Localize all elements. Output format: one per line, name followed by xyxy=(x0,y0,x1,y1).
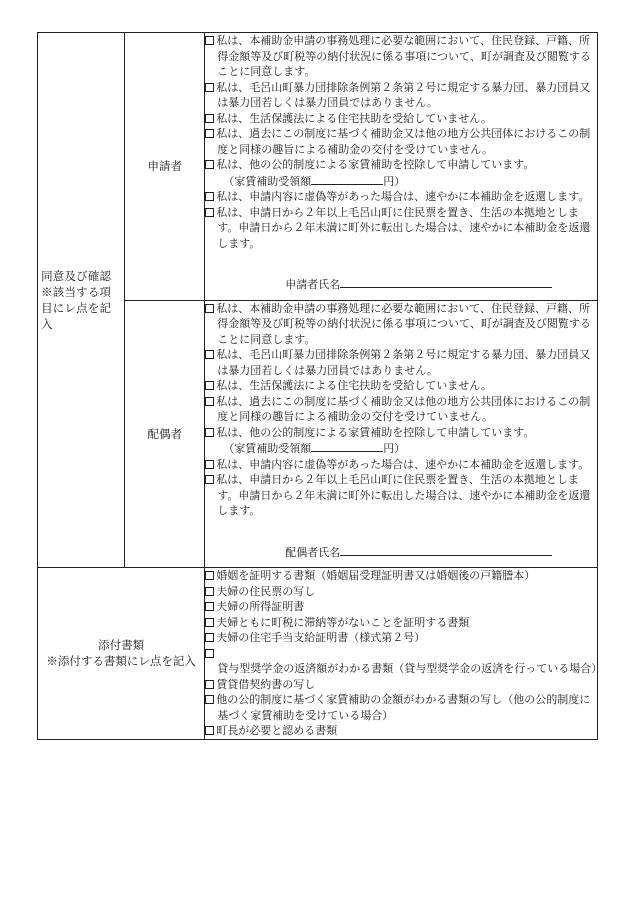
attachment-item-resident-record[interactable]: 夫婦の住民票の写し xyxy=(205,584,597,600)
checkbox[interactable] xyxy=(205,633,214,642)
applicant-signature-row xyxy=(205,275,597,300)
subsidy-amount-field[interactable] xyxy=(311,440,383,452)
applicant-row xyxy=(38,33,598,301)
consent-item-deduct-other-subsidy[interactable]: 私は、他の公的制度による家賃補助を控除して申請しています。 xyxy=(205,425,597,441)
attachment-item-marriage-proof[interactable]: 婚姻を証明する書類（婚姻届受理証明書又は婚姻後の戸籍謄本） xyxy=(205,568,597,584)
checkbox[interactable] xyxy=(205,397,214,406)
consent-item-refund-on-false[interactable]: 私は、申請内容に虚偽等があった場合は、速やかに本補助金を返還します。 xyxy=(205,189,597,205)
spouse-signature-row xyxy=(205,543,597,568)
consent-label-line: 入 xyxy=(41,317,53,331)
checkbox[interactable] xyxy=(205,587,214,596)
consent-item-residency[interactable]: 私は、申請日から２年以上毛呂山町に住民票を置き、生活の本拠地とします。申請日から２年未満に町外に転出した場合は、速やかに本補助金を返還します。 xyxy=(205,205,597,252)
attachments-section-label xyxy=(38,568,205,740)
attachments-label-note: ※添付する書類にレ点を記入 xyxy=(46,654,196,669)
subsidy-amount-line: （家賃補助受領額 円） xyxy=(223,442,406,455)
checkbox[interactable] xyxy=(205,571,214,580)
consent-item-no-prior-subsidy[interactable]: 私は、過去にこの制度に基づく補助金又は他の地方公共団体におけるこの制度と同様の趣旨による補助金の交付を受けていません。 xyxy=(205,394,597,425)
spouse-consent-list xyxy=(205,300,598,568)
checkbox[interactable] xyxy=(205,350,214,359)
checkbox[interactable] xyxy=(205,726,214,735)
applicant-consent-list xyxy=(205,33,598,301)
checkbox[interactable] xyxy=(205,83,214,92)
spouse-signature-field[interactable] xyxy=(340,543,552,556)
attachment-item-tax-clearance[interactable]: 夫婦ともに町税に滞納等がないことを証明する書類 xyxy=(205,615,597,631)
checkbox[interactable] xyxy=(205,618,214,627)
attachments-row xyxy=(38,568,598,740)
consent-item-no-welfare[interactable]: 私は、生活保護法による住宅扶助を受給していません。 xyxy=(205,111,597,127)
checkbox[interactable] xyxy=(205,680,214,689)
consent-item-no-prior-subsidy[interactable]: 私は、過去にこの制度に基づく補助金又は他の地方公共団体におけるこの制度と同様の趣旨による補助金の交付を受けていません。 xyxy=(205,126,597,157)
attachment-item-housing-allowance[interactable]: 夫婦の住宅手当支給証明書（様式第２号） xyxy=(205,630,597,646)
consent-item-deduct-other-subsidy[interactable]: 私は、他の公的制度による家賃補助を控除して申請しています。 xyxy=(205,157,597,173)
consent-label-line: 同意及び確認 xyxy=(41,269,112,283)
consent-item-no-gang[interactable]: 私は、毛呂山町暴力団排除条例第２条第２号に規定する暴力団、暴力団員又は暴力団若しくは暴力団員ではありません。 xyxy=(205,80,597,111)
attachments-list xyxy=(205,568,603,740)
form-sheet xyxy=(37,32,603,740)
attachment-item-other-subsidy[interactable]: 他の公的制度に基づく家賃補助の金額がわかる書類の写し（他の公的制度に基づく家賃補助を受けている場合） xyxy=(205,692,597,723)
consent-label-line: 目にレ点を記 xyxy=(41,301,112,315)
consent-item-data-access[interactable]: 私は、本補助金申請の事務処理に必要な範囲において、住民登録、戸籍、所得金額等及び町税等の納付状況に係る事項について、町が調査及び閲覧することに同意します。 xyxy=(205,301,597,348)
checkbox[interactable] xyxy=(205,649,214,658)
checkbox[interactable] xyxy=(205,192,214,201)
applicant-role-label: 申請者 xyxy=(125,33,205,301)
attachment-item-income-cert[interactable]: 夫婦の所得証明書 xyxy=(205,599,597,615)
subsidy-amount-line: （家賃補助受領額 円） xyxy=(223,174,406,188)
spouse-signature-label: 配偶者氏名 xyxy=(285,545,341,559)
checkbox[interactable] xyxy=(205,381,214,390)
consent-item-residency[interactable]: 私は、申請日から２年以上毛呂山町に住民票を置き、生活の本拠地とします。申請日から２年未満に町外に転出した場合は、速やかに本補助金を返還します。 xyxy=(205,472,597,519)
subsidy-amount-field[interactable] xyxy=(311,173,383,185)
attachment-item-mayor-required[interactable]: 町長が必要と認める書類 xyxy=(205,723,597,739)
attachments-label-title: 添付書類 xyxy=(98,638,145,653)
checkbox[interactable] xyxy=(205,428,214,437)
checkbox[interactable] xyxy=(205,475,214,484)
checkbox[interactable] xyxy=(205,36,214,45)
spouse-role-label: 配偶者 xyxy=(125,300,205,568)
attachment-item-scholarship[interactable]: 貸与型奨学金の返済額がわかる書類（貸与型奨学金の返済を行っている場合） xyxy=(205,646,597,677)
consent-form-table xyxy=(37,32,603,740)
attachment-item-lease-contract[interactable]: 賃貸借契約書の写し xyxy=(205,677,597,693)
consent-item-data-access[interactable]: 私は、本補助金申請の事務処理に必要な範囲において、住民登録、戸籍、所得金額等及び町税等の納付状況に係る事項について、町が調査及び閲覧することに同意します。 xyxy=(205,33,597,80)
checkbox[interactable] xyxy=(205,304,214,313)
consent-item-refund-on-false[interactable]: 私は、申請内容に虚偽等があった場合は、速やかに本補助金を返還します。 xyxy=(205,457,597,473)
consent-section-label xyxy=(38,33,125,568)
checkbox[interactable] xyxy=(205,695,214,704)
checkbox[interactable] xyxy=(205,129,214,138)
checkbox[interactable] xyxy=(205,460,214,469)
applicant-signature-field[interactable] xyxy=(340,275,552,288)
consent-item-no-gang[interactable]: 私は、毛呂山町暴力団排除条例第２条第２号に規定する暴力団、暴力団員又は暴力団若しくは暴力団員ではありません。 xyxy=(205,347,597,378)
applicant-signature-label: 申請者氏名 xyxy=(285,278,341,291)
consent-label-line: ※該当する項 xyxy=(41,285,112,299)
checkbox[interactable] xyxy=(205,208,214,217)
consent-item-no-welfare[interactable]: 私は、生活保護法による住宅扶助を受給していません。 xyxy=(205,378,597,394)
checkbox[interactable] xyxy=(205,602,214,611)
checkbox[interactable] xyxy=(205,160,214,169)
checkbox[interactable] xyxy=(205,114,214,123)
